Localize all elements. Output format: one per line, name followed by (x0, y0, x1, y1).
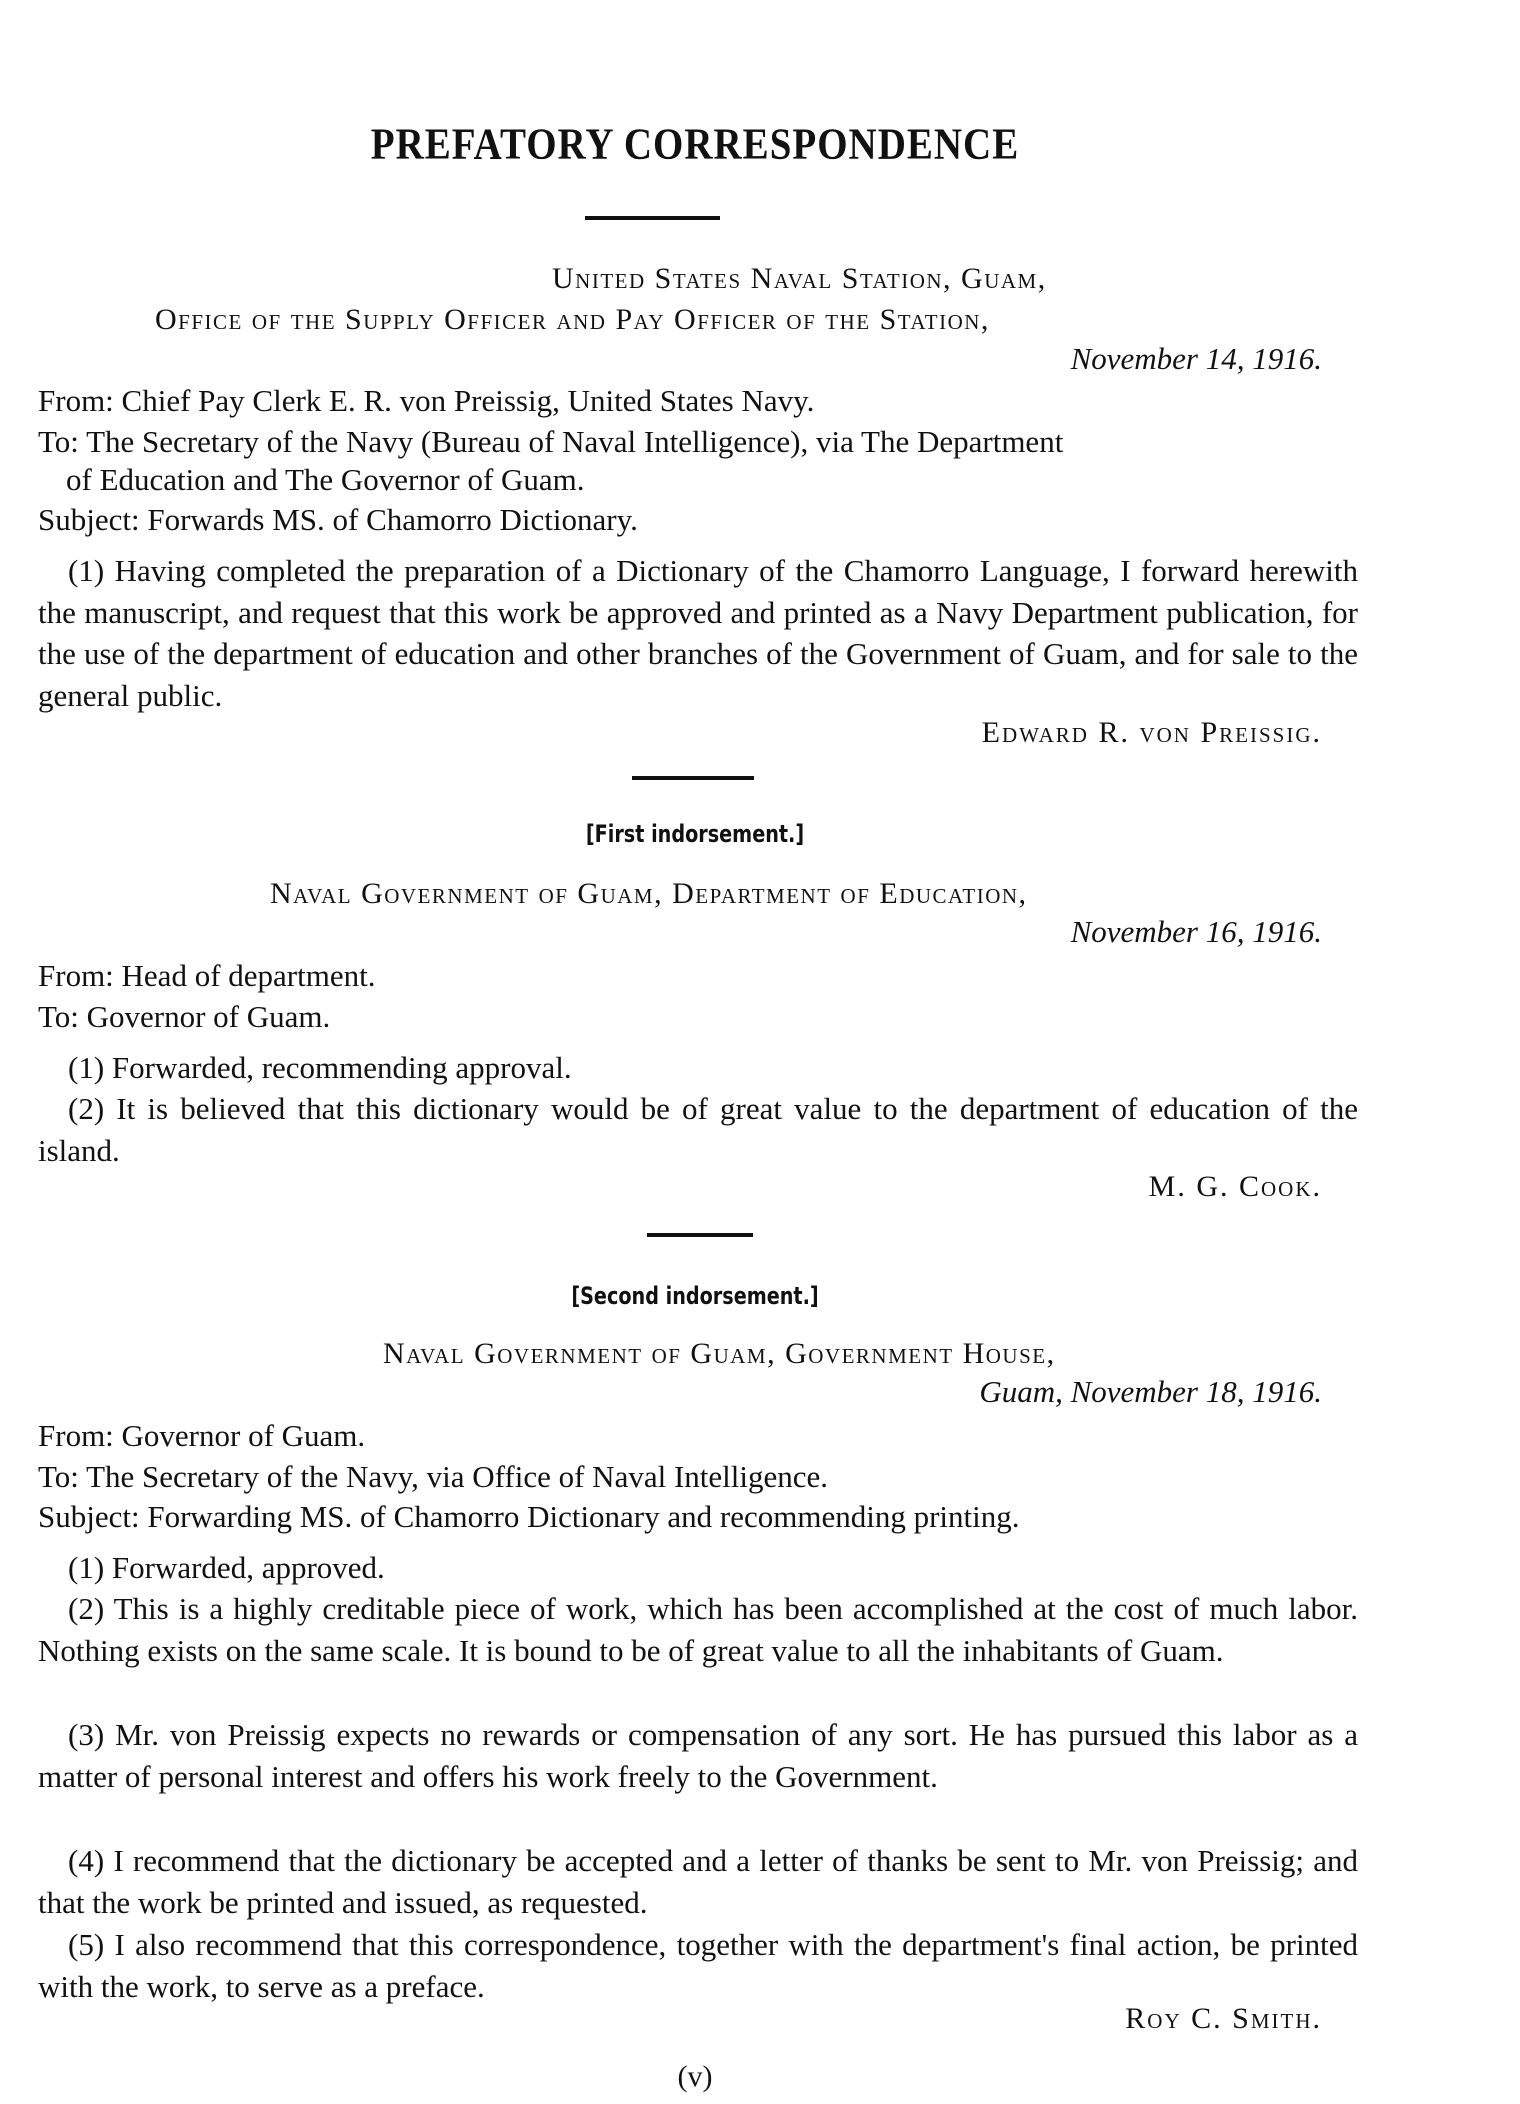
letter-signature: Edward R. von Preissig. (981, 716, 1322, 749)
section-rule-2 (647, 1233, 753, 1237)
first-indorsement-header: Naval Government of Guam, Department of Education, (270, 877, 1028, 910)
letter-to-line1: To: The Secretary of the Navy (Bureau of Naval Intelligence), via The Department (38, 424, 1064, 459)
letter-header-line2: Office of the Supply Officer and Pay Officer of the Station, (155, 303, 990, 336)
letter-subject: Subject: Forwards MS. of Chamorro Dictionary. (38, 502, 638, 537)
second-indorsement-paragraph-5: (5) I also recommend that this correspondence, together with the department's final action, be printed with the work, to serve as a preface. (38, 1927, 1358, 2004)
first-indorsement-to: To: Governor of Guam. (38, 999, 331, 1034)
second-indorsement-date: Guam, November 18, 1916. (979, 1374, 1322, 1409)
page-title: PREFATORY CORRESPONDENCE (370, 119, 1020, 169)
first-indorsement-paragraph-2: (2) It is believed that this dictionary would be of great value to the department of education of the island. (38, 1091, 1358, 1168)
first-indorsement-signature: M. G. Cook. (1148, 1170, 1322, 1203)
second-indorsement-to: To: The Secretary of the Navy, via Office of Naval Intelligence. (38, 1459, 829, 1494)
second-indorsement-subject: Subject: Forwarding MS. of Chamorro Dictionary and recommending printing. (38, 1499, 1020, 1534)
letter-to-line2: of Education and The Governor of Guam. (66, 462, 585, 497)
letter-from: From: Chief Pay Clerk E. R. von Preissig, United States Navy. (38, 383, 815, 418)
second-indorsement-paragraph-3: (3) Mr. von Preissig expects no rewards or compensation of any sort. He has pursued this labor as a matter of personal interest and offers his work freely to the Government. (38, 1717, 1358, 1794)
section-rule-1 (632, 776, 754, 780)
second-indorsement-signature: Roy C. Smith. (1125, 2002, 1322, 2035)
letter-header-line1: United States Naval Station, Guam, (552, 262, 1047, 295)
second-indorsement-paragraph-2: (2) This is a highly creditable piece of work, which has been accomplished at the cost of much labor. Nothing exists on the same scale. It is bound to be of great value to all the inhabitants of Guam. (38, 1591, 1358, 1668)
second-indorsement-paragraph-1: (1) Forwarded, approved. (68, 1550, 385, 1585)
first-indorsement-label: [First indorsement.] (585, 820, 805, 848)
first-indorsement-paragraph-1: (1) Forwarded, recommending approval. (68, 1050, 572, 1085)
title-rule (585, 216, 720, 220)
second-indorsement-paragraph-4: (4) I recommend that the dictionary be accepted and a letter of thanks be sent to Mr. von Preissig; and that the work be printed and issued, as requested. (38, 1843, 1358, 1920)
second-indorsement-from: From: Governor of Guam. (38, 1418, 366, 1453)
second-indorsement-header: Naval Government of Guam, Government House, (383, 1337, 1056, 1370)
first-indorsement-from: From: Head of department. (38, 958, 376, 993)
first-indorsement-date: November 16, 1916. (1070, 914, 1322, 949)
second-indorsement-label: [Second indorsement.] (571, 1282, 819, 1310)
letter-paragraph-1: (1) Having completed the preparation of a Dictionary of the Chamorro Language, I forward herewith the manuscript, and request that this work be approved and printed as a Navy Department publication, for the use of the department of education and other branches of the Government of Guam, and for sale to the general public. (38, 553, 1358, 713)
letter-date: November 14, 1916. (1070, 341, 1322, 376)
page-number: (v) (677, 2060, 713, 2093)
